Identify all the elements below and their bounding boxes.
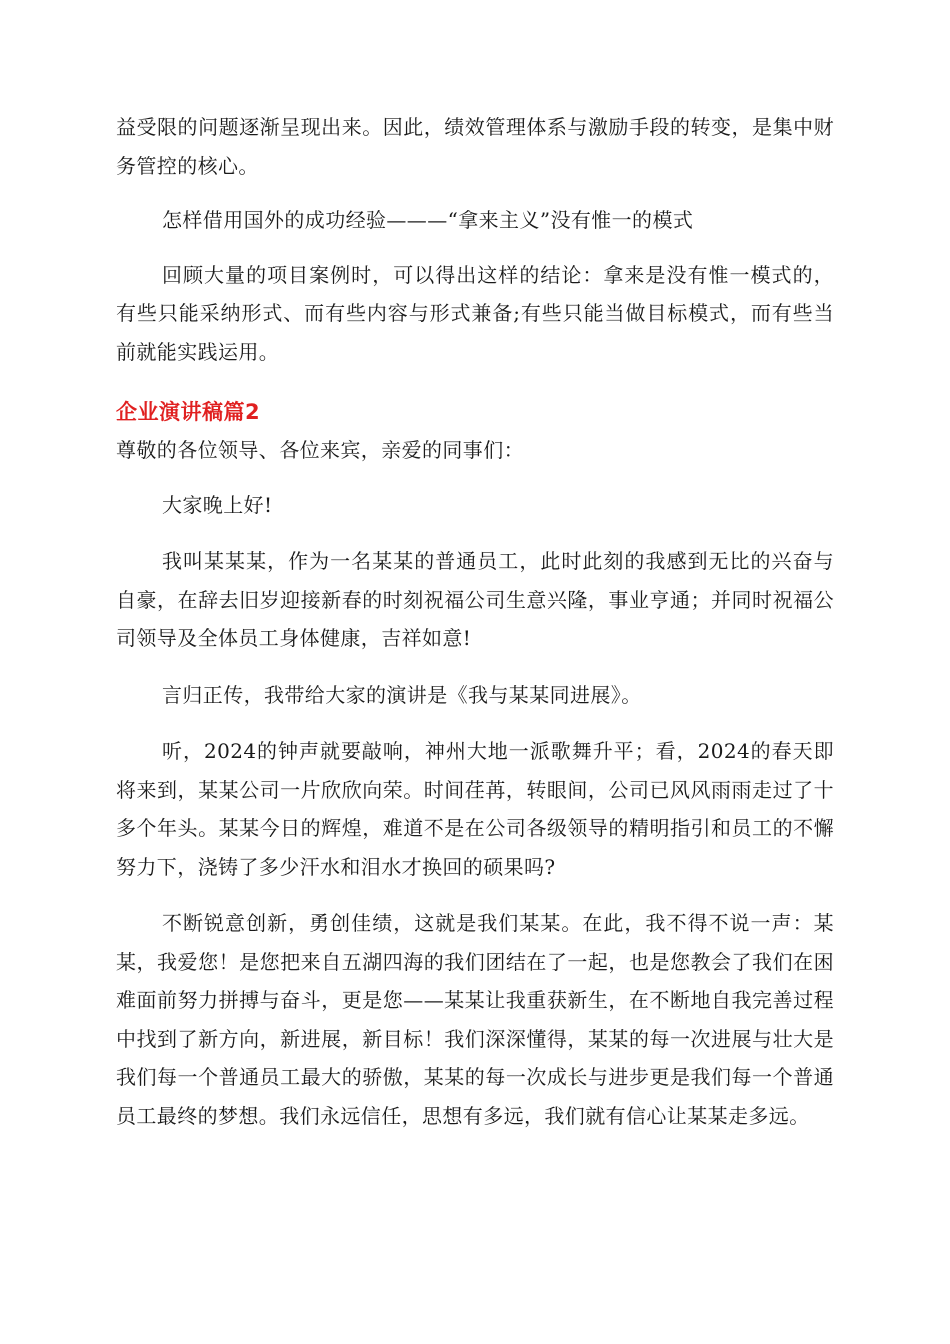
paragraph-subtitle: 怎样借用国外的成功经验———“拿来主义”没有惟一的模式 xyxy=(162,208,694,232)
greeting: 大家晚上好! xyxy=(162,492,273,517)
section-heading: 企业演讲稿篇2 xyxy=(116,400,261,424)
paragraph-introduction: 我叫某某某，作为一名某某的普通员工，此时此刻的我感到无比的兴奋与自豪，在辞去旧岁迎接新春的时刻祝福公司生意兴隆，事业亨通；并同时祝福公司领导及全体员工身体健康，吉祥如意! xyxy=(116,549,834,650)
paragraph-continuation: 益受限的问题逐渐呈现出来。因此，绩效管理体系与激励手段的转变，是集中财务管控的核心。 xyxy=(116,115,834,178)
paragraph-review: 回顾大量的项目案例时，可以得出这样的结论：拿来是没有惟一模式的，有些只能采纳形式、而有些内容与形式兼备;有些只能当做目标模式，而有些当前就能实践运用。 xyxy=(116,262,834,364)
paragraph-history: 听，2024的钟声就要敲响，神州大地一派歌舞升平；看，2024的春天即将来到，某某公司一片欣欣向荣。时间荏苒，转眼间，公司已风风雨雨走过了十多个年头。某某今日的辉煌，难道不是在公司各级领导的精明指引和员工的不懈努力下，浇铸了多少汗水和泪水才换回的硕果吗? xyxy=(116,739,834,879)
paragraph-topic: 言归正传，我带给大家的演讲是《我与某某同进展》。 xyxy=(162,682,642,707)
paragraph-declaration: 不断锐意创新，勇创佳绩，这就是我们某某。在此，我不得不说一声：某某，我爱您！是您把来自五湖四海的我们团结在了一起，也是您教会了我们在困难面前努力拼搏与奋斗，更是您——某某让我重获新生，在不断地自我完善过程中找到了新方向，新进展，新目标！我们深深懂得，某某的每一次进展与壮大是我们每一个普通员工最大的骄傲，某某的每一次成长与进步更是我们每一个普通员工最终的梦想。我们永远信任，思想有多远，我们就有信心让某某走多远。 xyxy=(116,911,834,1128)
salutation: 尊敬的各位领导、各位来宾，亲爱的同事们： xyxy=(116,438,524,462)
document-page xyxy=(116,108,834,1135)
